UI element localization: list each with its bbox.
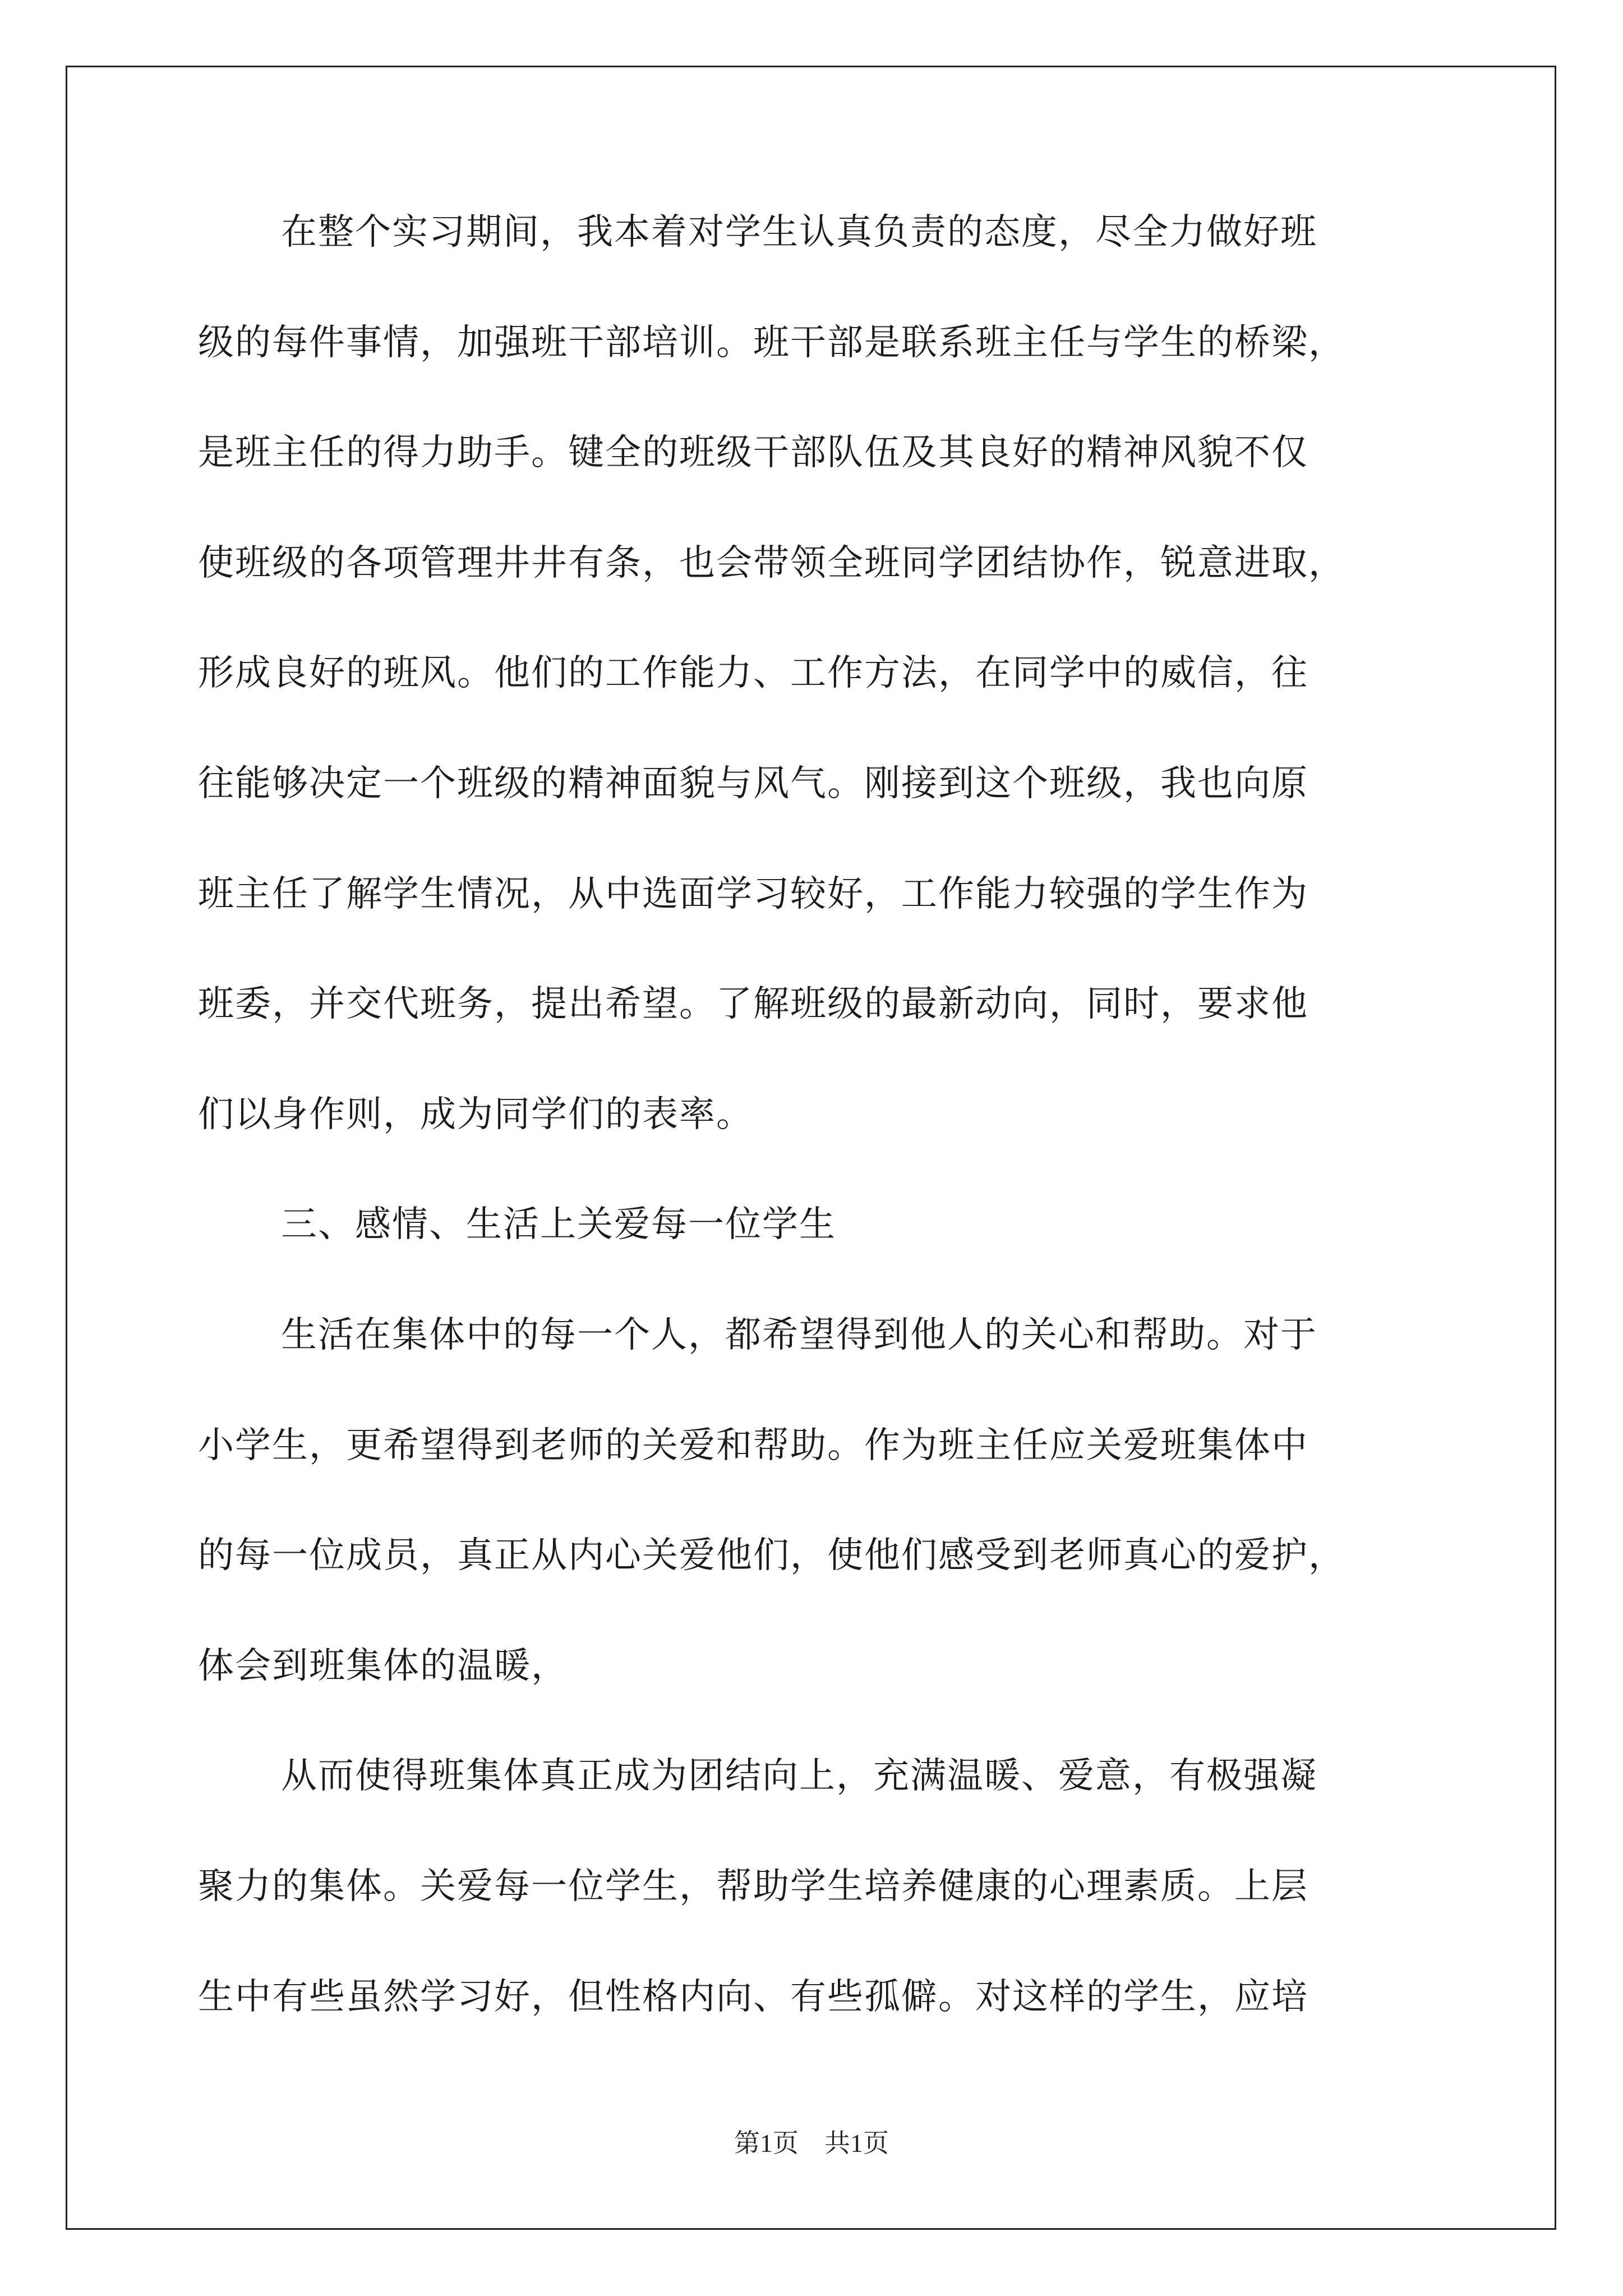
text-line: 使班级的各项管理井井有条，也会带领全班同学团结协作，锐意进取， xyxy=(198,542,1345,584)
text-line: 班主任了解学生情况，从中选面学习较好，工作能力较强的学生作为 xyxy=(198,873,1308,915)
text-line: 是班主任的得力助手。键全的班级干部队伍及其良好的精神风貌不仅 xyxy=(198,432,1308,474)
text-line: 在整个实习期间，我本着对学生认真负责的态度，尽全力做好班 xyxy=(281,211,1317,253)
text-line: 级的每件事情，加强班干部培训。班干部是联系班主任与学生的桥梁， xyxy=(198,321,1345,364)
section-heading: 三、感情、生活上关爱每一位学生 xyxy=(281,1204,836,1246)
text-line: 生中有些虽然学习好，但性格内向、有些孤僻。对这样的学生，应培 xyxy=(198,1976,1308,2018)
text-line: 班委，并交代班务，提出希望。了解班级的最新动向，同时，要求他 xyxy=(198,983,1308,1025)
text-line: 形成良好的班风。他们的工作能力、工作方法，在同学中的威信，往 xyxy=(198,652,1308,694)
page-footer xyxy=(0,2128,1623,2159)
document-body xyxy=(198,211,1432,2089)
text-line: 从而使得班集体真正成为团结向上，充满温暖、爱意，有极强凝 xyxy=(281,1755,1317,1797)
text-line: 体会到班集体的温暖， xyxy=(198,1645,568,1687)
text-line: 们以身作则，成为同学们的表率。 xyxy=(198,1093,753,1135)
page-number-total: 共1页 xyxy=(824,2129,889,2157)
text-line: 聚力的集体。关爱每一位学生，帮助学生培养健康的心理素质。上层 xyxy=(198,1865,1308,1907)
text-line: 生活在集体中的每一个人，都希望得到他人的关心和帮助。对于 xyxy=(281,1314,1317,1356)
text-line: 的每一位成员，真正从内心关爱他们，使他们感受到老师真心的爱护， xyxy=(198,1535,1345,1577)
text-line: 小学生，更希望得到老师的关爱和帮助。作为班主任应关爱班集体中 xyxy=(198,1424,1308,1466)
text-line: 往能够决定一个班级的精神面貌与风气。刚接到这个班级，我也向原 xyxy=(198,762,1308,804)
page-number-current: 第1页 xyxy=(734,2129,799,2157)
